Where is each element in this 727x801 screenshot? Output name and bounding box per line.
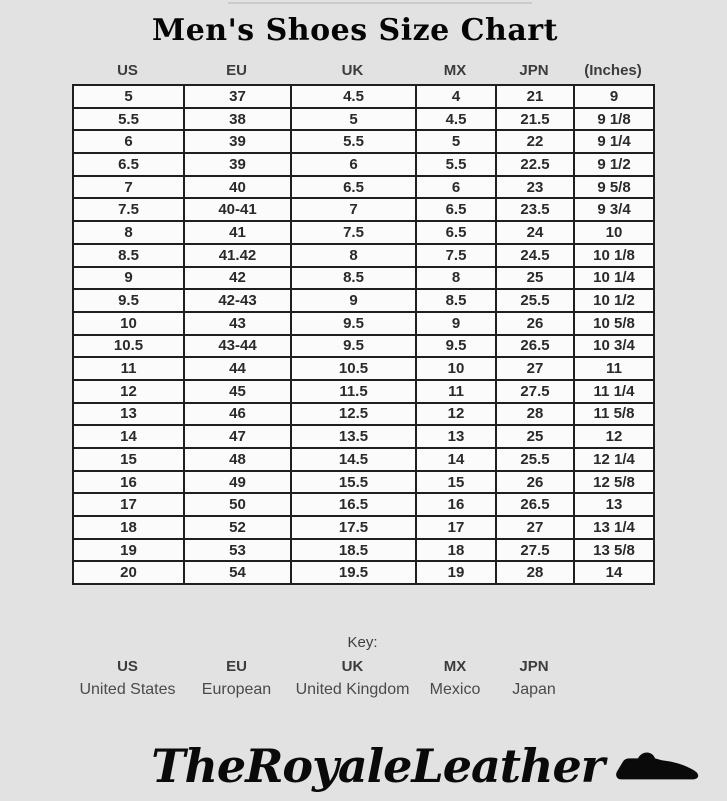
size-cell: 19 <box>416 561 496 584</box>
size-table-body <box>73 85 654 584</box>
size-cell: 25 <box>496 425 574 448</box>
size-cell: 12 <box>574 425 654 448</box>
size-cell: 9.5 <box>291 335 416 358</box>
size-cell: 28 <box>496 403 574 426</box>
size-cell: 15.5 <box>291 471 416 494</box>
size-cell: 41.42 <box>184 244 291 267</box>
size-cell: 24 <box>496 221 574 244</box>
size-cell: 7.5 <box>416 244 496 267</box>
size-cell: 8.5 <box>291 267 416 290</box>
size-cell: 17.5 <box>291 516 416 539</box>
size-cell: 27 <box>496 516 574 539</box>
size-cell: 4.5 <box>291 85 416 108</box>
size-cell: 26 <box>496 312 574 335</box>
size-cell: 6 <box>73 130 184 153</box>
size-cell: 14 <box>574 561 654 584</box>
key-abbr: JPN <box>519 658 549 675</box>
table-row <box>73 312 654 335</box>
size-cell: 25.5 <box>496 448 574 471</box>
table-row <box>73 448 654 471</box>
size-cell: 45 <box>184 380 291 403</box>
size-cell: 47 <box>184 425 291 448</box>
size-cell: 5 <box>73 85 184 108</box>
size-cell: 8.5 <box>73 244 184 267</box>
table-row <box>73 403 654 426</box>
size-cell: 20 <box>73 561 184 584</box>
size-cell: 21 <box>496 85 574 108</box>
size-cell: 43-44 <box>184 335 291 358</box>
size-cell: 53 <box>184 539 291 562</box>
size-cell: 5.5 <box>291 130 416 153</box>
size-cell: 23 <box>496 176 574 199</box>
size-cell: 23.5 <box>496 198 574 221</box>
size-cell: 11 <box>416 380 496 403</box>
size-cell: 13 1/4 <box>574 516 654 539</box>
size-cell: 4 <box>416 85 496 108</box>
size-cell: 11 5/8 <box>574 403 654 426</box>
size-cell: 10 5/8 <box>574 312 654 335</box>
size-cell: 19.5 <box>291 561 416 584</box>
size-cell: 37 <box>184 85 291 108</box>
table-row <box>73 425 654 448</box>
size-cell: 15 <box>416 471 496 494</box>
key-name: Mexico <box>429 681 481 698</box>
size-cell: 6.5 <box>416 198 496 221</box>
key-abbreviations-row <box>72 658 573 675</box>
table-row <box>73 357 654 380</box>
table-row <box>73 85 654 108</box>
size-cell: 7 <box>73 176 184 199</box>
table-row <box>73 335 654 358</box>
size-cell: 11 1/4 <box>574 380 654 403</box>
table-row <box>73 198 654 221</box>
size-cell: 18.5 <box>291 539 416 562</box>
size-cell: 25 <box>496 267 574 290</box>
size-cell: 27.5 <box>496 380 574 403</box>
key-label: Key: <box>347 634 378 651</box>
cropped-text-remnant <box>228 2 532 4</box>
size-cell: 39 <box>184 153 291 176</box>
size-cell: 18 <box>416 539 496 562</box>
size-cell: 8.5 <box>416 289 496 312</box>
size-cell: 50 <box>184 493 291 516</box>
size-cell: 6.5 <box>291 176 416 199</box>
size-cell: 9 <box>291 289 416 312</box>
size-cell: 17 <box>73 493 184 516</box>
table-row <box>73 267 654 290</box>
size-cell: 9 5/8 <box>574 176 654 199</box>
brand-name: TheRoyaleLeather <box>151 739 604 793</box>
size-cell: 41 <box>184 221 291 244</box>
size-cell: 16 <box>416 493 496 516</box>
size-cell: 8 <box>416 267 496 290</box>
size-cell: 9 1/8 <box>574 108 654 131</box>
size-cell: 15 <box>73 448 184 471</box>
size-cell: 8 <box>73 221 184 244</box>
size-cell: 7.5 <box>291 221 416 244</box>
size-cell: 40-41 <box>184 198 291 221</box>
table-row <box>73 561 654 584</box>
size-cell: 19 <box>73 539 184 562</box>
size-cell: 10 <box>574 221 654 244</box>
size-cell: 9 1/2 <box>574 153 654 176</box>
size-cell: 8 <box>291 244 416 267</box>
size-cell: 43 <box>184 312 291 335</box>
key-name: United States <box>79 681 176 698</box>
size-cell: 13 <box>73 403 184 426</box>
size-cell: 9 1/4 <box>574 130 654 153</box>
size-cell: 27 <box>496 357 574 380</box>
size-cell: 10 1/8 <box>574 244 654 267</box>
size-cell: 17 <box>416 516 496 539</box>
column-header: UK <box>341 62 364 79</box>
size-cell: 16.5 <box>291 493 416 516</box>
size-cell: 9.5 <box>73 289 184 312</box>
size-cell: 5 <box>291 108 416 131</box>
table-row <box>73 493 654 516</box>
size-cell: 42 <box>184 267 291 290</box>
size-cell: 13 <box>574 493 654 516</box>
table-row <box>73 130 654 153</box>
size-cell: 9.5 <box>416 335 496 358</box>
size-cell: 9.5 <box>291 312 416 335</box>
key-name: European <box>201 681 272 698</box>
size-cell: 40 <box>184 176 291 199</box>
size-cell: 5.5 <box>416 153 496 176</box>
column-header: EU <box>226 62 247 79</box>
size-cell: 24.5 <box>496 244 574 267</box>
size-cell: 12 <box>73 380 184 403</box>
size-cell: 11 <box>574 357 654 380</box>
size-cell: 11 <box>73 357 184 380</box>
size-cell: 12 1/4 <box>574 448 654 471</box>
size-cell: 22.5 <box>496 153 574 176</box>
table-row <box>73 108 654 131</box>
page-title: Men's Shoes Size Chart <box>152 13 558 48</box>
size-cell: 10 3/4 <box>574 335 654 358</box>
size-cell: 9 3/4 <box>574 198 654 221</box>
key-abbr: UK <box>341 658 364 675</box>
size-cell: 25.5 <box>496 289 574 312</box>
size-cell: 10 <box>73 312 184 335</box>
size-cell: 11.5 <box>291 380 416 403</box>
table-row <box>73 221 654 244</box>
size-cell: 5.5 <box>73 108 184 131</box>
size-cell: 9 <box>416 312 496 335</box>
size-cell: 42-43 <box>184 289 291 312</box>
size-cell: 7 <box>291 198 416 221</box>
size-cell: 4.5 <box>416 108 496 131</box>
size-cell: 6.5 <box>416 221 496 244</box>
column-headers <box>72 56 653 82</box>
size-cell: 18 <box>73 516 184 539</box>
size-cell: 49 <box>184 471 291 494</box>
size-cell: 6.5 <box>73 153 184 176</box>
size-cell: 12 5/8 <box>574 471 654 494</box>
size-cell: 26.5 <box>496 493 574 516</box>
table-row <box>73 539 654 562</box>
size-cell: 9 <box>574 85 654 108</box>
size-cell: 13 <box>416 425 496 448</box>
table-row <box>73 153 654 176</box>
size-cell: 38 <box>184 108 291 131</box>
size-cell: 13 5/8 <box>574 539 654 562</box>
size-cell: 21.5 <box>496 108 574 131</box>
size-cell: 5 <box>416 130 496 153</box>
size-cell: 26 <box>496 471 574 494</box>
size-cell: 14 <box>416 448 496 471</box>
table-row <box>73 471 654 494</box>
size-cell: 12 <box>416 403 496 426</box>
size-cell: 7.5 <box>73 198 184 221</box>
size-cell: 9 <box>73 267 184 290</box>
table-row <box>73 380 654 403</box>
size-cell: 46 <box>184 403 291 426</box>
size-cell: 14 <box>73 425 184 448</box>
size-cell: 10 <box>416 357 496 380</box>
size-cell: 10.5 <box>291 357 416 380</box>
size-cell: 12.5 <box>291 403 416 426</box>
dress-shoe-icon <box>614 749 700 783</box>
key-abbr: EU <box>226 658 247 675</box>
size-cell: 44 <box>184 357 291 380</box>
size-cell: 13.5 <box>291 425 416 448</box>
size-cell: 28 <box>496 561 574 584</box>
key-names-row <box>72 681 573 699</box>
brand-logo <box>0 736 700 796</box>
size-cell: 10.5 <box>73 335 184 358</box>
size-cell: 54 <box>184 561 291 584</box>
table-row <box>73 516 654 539</box>
size-cell: 48 <box>184 448 291 471</box>
table-row <box>73 244 654 267</box>
size-cell: 6 <box>416 176 496 199</box>
column-header: (Inches) <box>584 62 642 79</box>
size-cell: 14.5 <box>291 448 416 471</box>
size-cell: 6 <box>291 153 416 176</box>
key-name: Japan <box>512 681 556 698</box>
size-cell: 27.5 <box>496 539 574 562</box>
key-abbr: MX <box>443 658 467 675</box>
size-cell: 10 1/2 <box>574 289 654 312</box>
size-cell: 26.5 <box>496 335 574 358</box>
column-header: US <box>117 62 138 79</box>
column-header: JPN <box>519 62 549 79</box>
size-cell: 39 <box>184 130 291 153</box>
key-abbr: US <box>117 658 138 675</box>
size-cell: 10 1/4 <box>574 267 654 290</box>
table-row <box>73 289 654 312</box>
column-header: MX <box>443 62 467 79</box>
size-table <box>72 84 655 585</box>
size-cell: 22 <box>496 130 574 153</box>
table-row <box>73 176 654 199</box>
size-cell: 16 <box>73 471 184 494</box>
size-cell: 52 <box>184 516 291 539</box>
key-name: United Kingdom <box>295 681 410 698</box>
